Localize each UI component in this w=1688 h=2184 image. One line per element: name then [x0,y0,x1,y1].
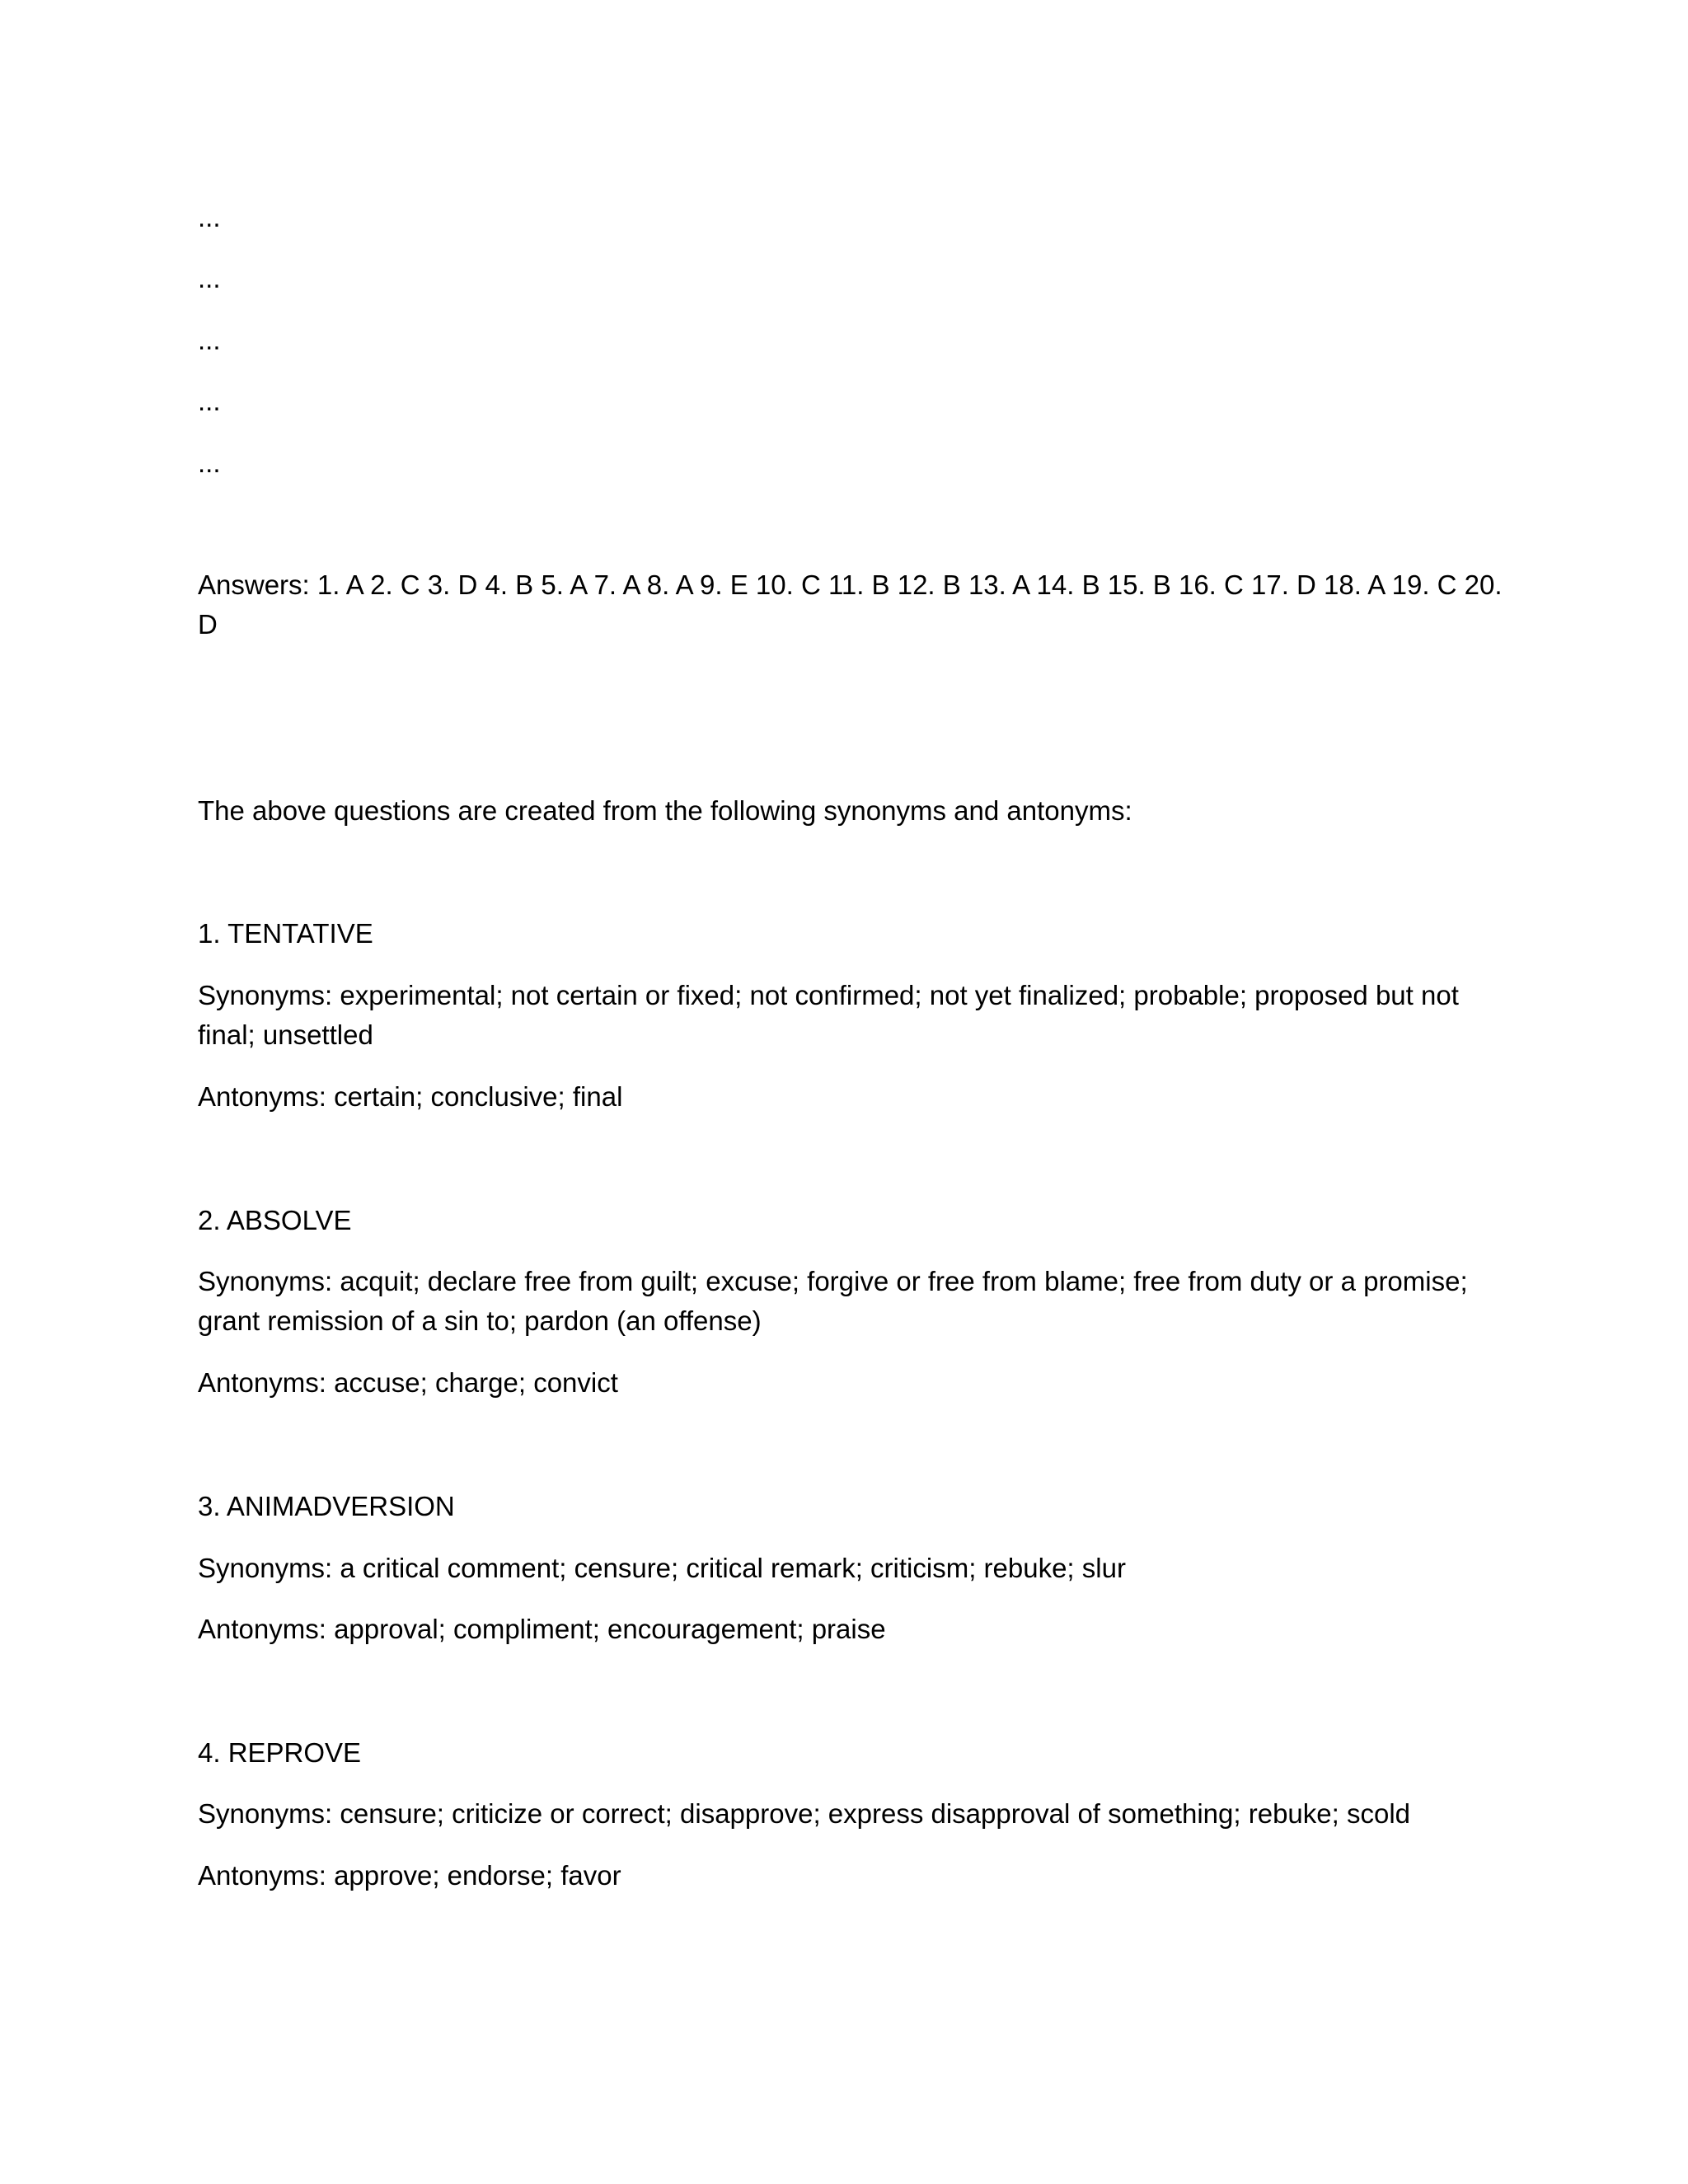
entry-heading: 3. ANIMADVERSION [198,1491,455,1521]
entry-heading: 2. ABSOLVE [198,1205,352,1235]
entry-heading: 1. TENTATIVE [198,918,373,949]
ellipsis-line: ... [198,263,221,293]
intro-text: The above questions are created from the following synonyms and antonyms: [198,795,1132,826]
entry-synonyms: Synonyms: experimental; not certain or fixed; not confirmed; not yet finalized; probable; proposed but not final; unsettled [198,980,1459,1050]
entry-synonyms: Synonyms: censure; criticize or correct; disapprove; express disapproval of something; rebuke; scold [198,1798,1410,1829]
entry-heading: 4. REPROVE [198,1737,362,1768]
ellipsis-line: ... [198,448,221,478]
ellipsis-line: ... [198,202,221,232]
answer-key-line: D [198,609,218,640]
answer-key-line: Answers: 1. A 2. C 3. D 4. B 5. A 7. A 8. A 9. E 10. C 11. B 12. B 13. A 14. B 15. B 16. C 17. D 18. A 19. C 20. [198,569,1503,600]
entry-synonyms: Synonyms: a critical comment; censure; critical remark; criticism; rebuke; slur [198,1553,1126,1583]
entry-antonyms: Antonyms: accuse; charge; convict [198,1367,618,1398]
entry-antonyms: Antonyms: approve; endorse; favor [198,1860,621,1891]
ellipsis-line: ... [198,325,221,355]
entry-antonyms: Antonyms: certain; conclusive; final [198,1081,623,1112]
ellipsis-line: ... [198,386,221,416]
entry-antonyms: Antonyms: approval; compliment; encouragement; praise [198,1614,886,1644]
entry-synonyms: Synonyms: acquit; declare free from guilt; excuse; forgive or free from blame; free from duty or a promise; grant remission of a sin to; pardon (an offense) [198,1266,1468,1336]
